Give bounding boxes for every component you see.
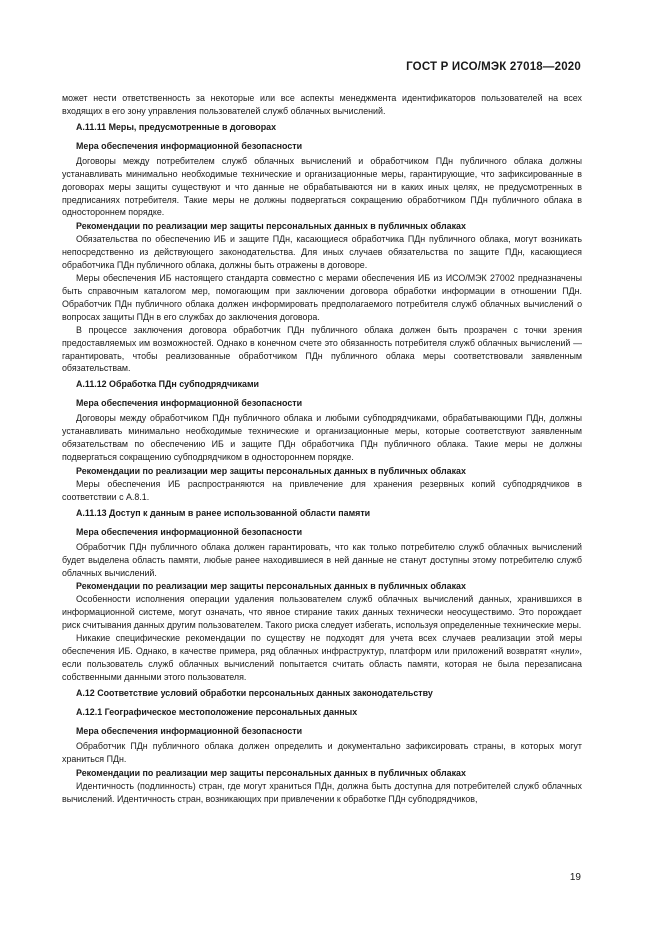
section-heading: A.11.11 Меры, предусмотренные в договорах bbox=[76, 121, 277, 132]
recommendations-heading: Рекомендации по реализации мер защиты персональных данных в публичных облаках bbox=[76, 581, 466, 592]
paragraph: Идентичность (подлинность) стран, где могут храниться ПДн, должна быть доступна для потребителей служб облачных вычислений. Идентичность стран, возникающих при привлечении к обработке ПДн субподрядчиков, bbox=[62, 780, 582, 804]
document-header: ГОСТ Р ИСО/МЭК 27018—2020 bbox=[406, 61, 581, 73]
paragraph: В процессе заключения договора обработчик ПДн публичного облака должен быть прозрачен с точки зрения предоставляемых им возможностей. Однако в конечном счете это обязанность потребителя служб облачных вычислений — гарантировать, чтобы реализованные обработчиком ПДн публичного облака меры соответствовали заявленным обязательствам. bbox=[62, 324, 582, 374]
recommendations-heading: Рекомендации по реализации мер защиты персональных данных в публичных облаках bbox=[76, 465, 466, 476]
paragraph: Договоры между обработчиком ПДн публичного облака и любыми субподрядчиками, обрабатывающими ПДн, должны устанавливать минимально необходимые технические и организационные меры, которые соответствуют заявленным обязательствам по обеспечению ИБ и защите ПДн обработчика ПДн публичного облака. Такие меры не должны подвергаться сокращению субподрядчиком в одностороннем порядке. bbox=[62, 413, 582, 463]
paragraph: Особенности исполнения операции удаления пользователем служб облачных вычислений данных, хранившихся в информационной системе, могут означать, что явное стирание таких данных технически неосуществимо. Это порождает риск считывания данных другим пользователем. Такого риска следует избегать, используя определенные технические меры. bbox=[62, 594, 582, 631]
paragraph: Обработчик ПДн публичного облака должен определить и документально зафиксировать страны, в которых могут храниться ПДн. bbox=[62, 740, 582, 764]
recommendations-heading: Рекомендации по реализации мер защиты персональных данных в публичных облаках bbox=[76, 767, 466, 778]
page-number: 19 bbox=[569, 872, 581, 883]
section-heading: A.11.13 Доступ к данным в ранее использованной области памяти bbox=[76, 507, 371, 518]
paragraph: Меры обеспечения ИБ распространяются на привлечение для хранения резервных копий субподрядчиков в соответствии с А.8.1. bbox=[62, 478, 582, 502]
subheading: Мера обеспечения информационной безопасности bbox=[76, 526, 303, 537]
paragraph: Обязательства по обеспечению ИБ и защите ПДн, касающиеся обработчика ПДн публичного облака, могут возникать непосредственно из действующего законодательства. Для иных случаев обязательства по защите ПДн, касающиеся обработчика ПДн публичного облака, должны быть отражены в договоре. bbox=[62, 234, 582, 271]
subheading: Мера обеспечения информационной безопасности bbox=[76, 725, 303, 736]
paragraph: Обработчик ПДн публичного облака должен гарантировать, что как только потребителю служб облачных вычислений будет выделена область памяти, любые ранее находившиеся в ней данные не станут доступны этому потребителю служб облачных вычислений. bbox=[62, 541, 582, 578]
paragraph: может нести ответственность за некоторые или все аспекты менеджмента идентификаторов пользователей на всех входящих в его зону управления пользователей служб облачных вычислений. bbox=[62, 93, 582, 116]
paragraph: Меры обеспечения ИБ настоящего стандарта совместно с мерами обеспечения ИБ из ИСО/МЭК 27002 предназначены быть справочным каталогом мер, помогающим при заключении договора обработки информации в отношении ПДн. Обработчик ПДн публичного облака должен информировать предполагаемого потребителя служб облачных вычислений о вопросах защиты ПДн в его службах до заключения договора. bbox=[62, 273, 582, 322]
recommendations-heading: Рекомендации по реализации мер защиты персональных данных в публичных облаках bbox=[76, 221, 466, 232]
section-heading: A.12.1 Географическое местоположение персональных данных bbox=[76, 706, 358, 717]
section-heading: A.12 Соответствие условий обработки персональных данных законодательству bbox=[76, 687, 433, 698]
subheading: Мера обеспечения информационной безопасности bbox=[76, 140, 303, 151]
paragraph: Никакие специфические рекомендации по существу не подходят для учета всех случаев реализации этой меры обеспечения ИБ. Однако, в качестве примера, ряд облачных инфраструктур, платформ или приложений возвратят «нули», если пользователь служб облачных вычислений попытается считать область памяти, которая не была перезаписана собственными данными этого пользователя. bbox=[62, 633, 582, 682]
paragraph: Договоры между потребителем служб облачных вычислений и обработчиком ПДн публичного облака должны устанавливать минимально необходимые технические и организационные меры, гарантирующие, что зафиксированные в договорах меры защиты существуют и что данные не обрабатываются ни в каких иных целях, не предусмотренных в предписаниях потребителя. Такие меры не должны подвергаться сокращению обработчиком ПДн публичного облака в одностороннем порядке. bbox=[62, 155, 582, 218]
document-body bbox=[62, 92, 582, 805]
section-heading: A.11.12 Обработка ПДн субподрядчиками bbox=[76, 379, 259, 390]
subheading: Мера обеспечения информационной безопасности bbox=[76, 398, 303, 409]
